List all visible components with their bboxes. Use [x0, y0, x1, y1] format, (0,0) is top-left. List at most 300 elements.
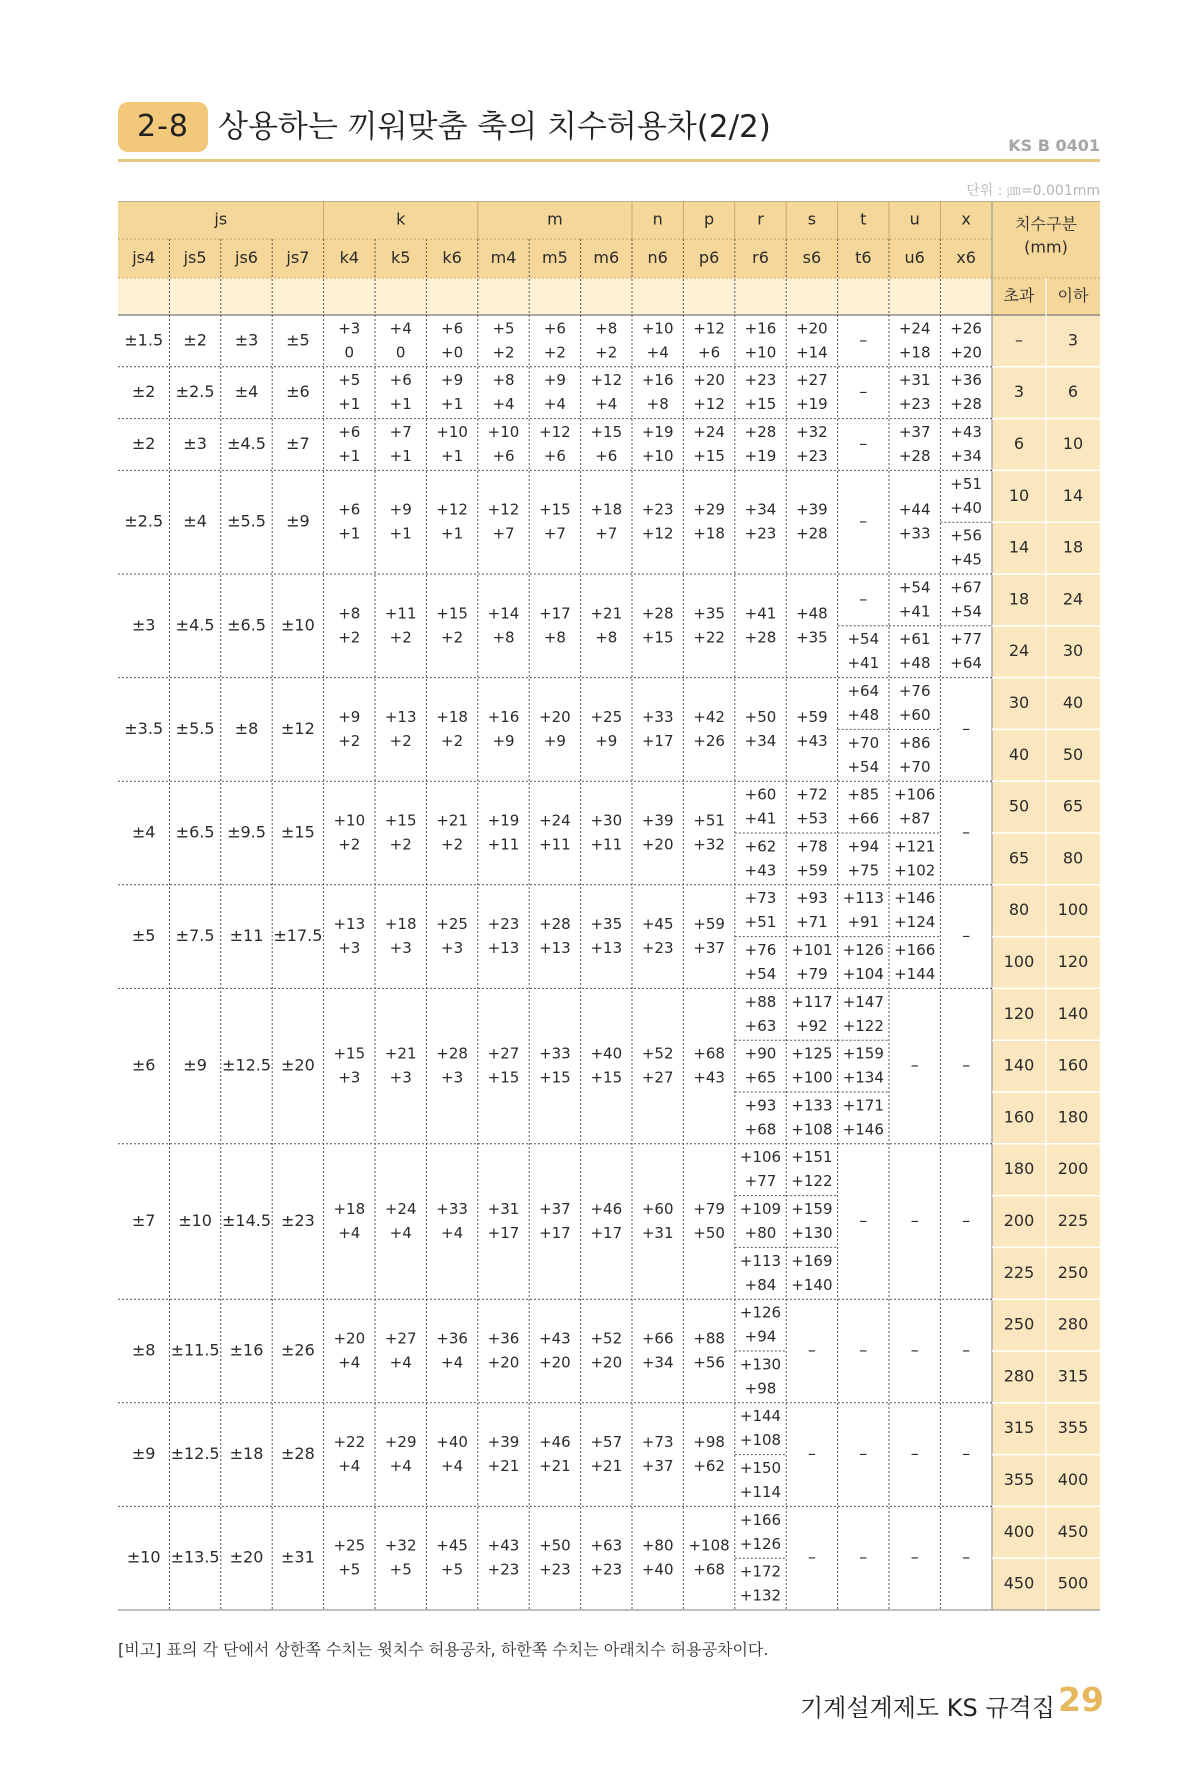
lower-deviation: +104	[842, 965, 884, 983]
size-over-value: –	[1015, 330, 1023, 350]
lower-deviation: +15	[693, 447, 725, 465]
upper-deviation: +72	[796, 785, 828, 804]
group-header: m	[547, 209, 563, 229]
lower-deviation: +28	[898, 447, 931, 465]
size-upto-value: 18	[1062, 537, 1084, 557]
upper-deviation: +52	[641, 1044, 674, 1063]
lower-deviation: +2	[389, 628, 412, 647]
page-title: 상용하는 끼워맞춤 축의 치수허용차(2/2)	[218, 109, 771, 145]
upper-deviation: +24	[693, 423, 725, 441]
group-header: u	[909, 209, 920, 229]
class-header: t6	[855, 248, 872, 267]
tolerance-value: –	[962, 1211, 971, 1230]
lower-deviation: +2	[338, 835, 361, 854]
lower-deviation: +2	[441, 628, 464, 647]
lower-deviation: +20	[641, 835, 674, 854]
lower-deviation: +1	[441, 524, 464, 543]
tolerance-value: ±3.5	[124, 718, 164, 738]
lower-deviation: +35	[796, 628, 828, 647]
upper-deviation: +70	[847, 733, 880, 752]
upper-deviation: +56	[950, 526, 982, 545]
lower-deviation: 0	[395, 343, 406, 362]
size-over-value: 160	[1003, 1107, 1035, 1127]
size-over-value: 200	[1003, 1211, 1035, 1230]
upper-deviation: +171	[842, 1096, 884, 1115]
upper-deviation: +36	[436, 1329, 468, 1348]
tolerance-value: ±7	[286, 434, 310, 453]
upper-deviation: +73	[641, 1433, 674, 1452]
upper-deviation: +35	[590, 915, 623, 934]
tolerance-value: ±11.5	[170, 1340, 220, 1360]
tolerance-value: ±7.5	[175, 926, 215, 946]
tolerance-value: –	[807, 1340, 816, 1360]
upper-deviation: +125	[791, 1044, 833, 1063]
size-over-value: 100	[1003, 952, 1035, 971]
upper-deviation: +15	[384, 811, 417, 830]
tolerance-value: –	[962, 1340, 971, 1360]
tolerance-value: ±9	[183, 1055, 207, 1075]
lower-deviation: 0	[344, 343, 355, 362]
lower-deviation: +0	[441, 343, 464, 362]
upper-deviation: +77	[950, 630, 982, 649]
size-upto-value: 6	[1067, 382, 1079, 402]
tolerance-value: ±15	[281, 822, 315, 842]
lower-deviation: +70	[898, 757, 931, 776]
tolerance-value: ±10	[281, 615, 315, 635]
lower-deviation: +4	[338, 1353, 361, 1372]
upto-header: 이하	[1057, 286, 1089, 305]
lower-deviation: +20	[950, 343, 982, 362]
tolerance-value: ±3	[234, 330, 259, 350]
lower-deviation: +4	[492, 395, 515, 414]
upper-deviation: +32	[384, 1536, 417, 1555]
upper-deviation: +159	[791, 1200, 833, 1218]
lower-deviation: +51	[744, 913, 777, 932]
upper-deviation: +46	[590, 1200, 623, 1218]
tolerance-value: –	[962, 718, 971, 738]
lower-deviation: +34	[641, 1353, 674, 1372]
lower-deviation: +37	[641, 1457, 674, 1476]
lower-deviation: +11	[590, 835, 623, 854]
lower-deviation: +23	[796, 447, 828, 465]
upper-deviation: +109	[739, 1200, 782, 1218]
lower-deviation: +122	[791, 1172, 833, 1191]
tolerance-value: ±8	[234, 718, 259, 738]
lower-deviation: +23	[898, 395, 931, 414]
lower-deviation: +6	[698, 343, 721, 362]
upper-deviation: +23	[641, 500, 674, 519]
tolerance-value: ±6.5	[227, 615, 266, 635]
lower-deviation: +41	[898, 602, 931, 621]
upper-deviation: +33	[641, 707, 674, 726]
lower-deviation: +43	[796, 731, 828, 750]
lower-deviation: +17	[539, 1224, 571, 1242]
lower-deviation: +23	[744, 524, 777, 543]
lower-deviation: +2	[441, 731, 464, 750]
lower-deviation: +108	[791, 1120, 833, 1139]
upper-deviation: +146	[894, 889, 936, 908]
upper-deviation: +9	[389, 500, 412, 519]
lower-deviation: +3	[441, 939, 464, 958]
lower-deviation: +79	[796, 965, 828, 983]
upper-deviation: +18	[436, 707, 468, 726]
group-header: x	[961, 209, 971, 229]
lower-deviation: +32	[693, 835, 725, 854]
upper-deviation: +21	[436, 811, 468, 830]
lower-deviation: +54	[744, 965, 777, 983]
lower-deviation: +15	[744, 395, 777, 414]
upper-deviation: +51	[950, 474, 982, 493]
tolerance-value: ±2.5	[175, 382, 215, 402]
lower-deviation: +3	[338, 939, 361, 958]
upper-deviation: +50	[539, 1536, 571, 1555]
tolerance-value: –	[859, 589, 868, 609]
size-over-value: 280	[1003, 1366, 1035, 1386]
upper-deviation: +60	[641, 1200, 674, 1218]
lower-deviation: +21	[590, 1457, 623, 1476]
lower-deviation: +6	[595, 447, 618, 465]
upper-deviation: +15	[436, 604, 468, 623]
table-note: [비고] 표의 각 단에서 상한쪽 수치는 윗치수 허용공차, 하한쪽 수치는 아래치수 허용공차이다.	[118, 1640, 769, 1659]
lower-deviation: +34	[744, 731, 777, 750]
lower-deviation: +4	[441, 1457, 464, 1476]
lower-deviation: +102	[894, 861, 936, 880]
lower-deviation: +15	[590, 1068, 623, 1087]
tolerance-value: ±20	[229, 1547, 264, 1567]
upper-deviation: +32	[796, 423, 828, 441]
lower-deviation: +48	[898, 654, 931, 673]
lower-deviation: +87	[898, 809, 931, 828]
lower-deviation: +41	[847, 654, 880, 673]
tolerance-value: ±12	[281, 718, 315, 738]
lower-deviation: +4	[389, 1457, 412, 1476]
header-rule	[118, 159, 1100, 162]
upper-deviation: +39	[641, 811, 674, 830]
lower-deviation: +2	[389, 731, 412, 750]
lower-deviation: +3	[441, 1068, 464, 1087]
lower-deviation: +19	[796, 395, 828, 414]
tolerance-value: ±5	[286, 330, 310, 350]
class-header: u6	[904, 248, 925, 267]
tolerance-value: ±7	[131, 1211, 156, 1230]
lower-deviation: +124	[894, 913, 936, 932]
upper-deviation: +40	[436, 1433, 468, 1452]
upper-deviation: +106	[739, 1148, 782, 1167]
lower-deviation: +20	[487, 1353, 520, 1372]
tolerance-value: ±2.5	[124, 511, 164, 531]
size-upto-value: 80	[1062, 848, 1084, 868]
size-upto-value: 450	[1057, 1521, 1089, 1541]
lower-deviation: +48	[847, 706, 880, 724]
upper-deviation: +166	[894, 941, 936, 959]
tolerance-value: ±1.5	[124, 330, 164, 350]
upper-deviation: +43	[487, 1536, 520, 1555]
upper-deviation: +121	[894, 837, 936, 856]
size-upto-value: 160	[1057, 1055, 1089, 1075]
lower-deviation: +7	[595, 524, 618, 543]
upper-deviation: +19	[487, 811, 520, 830]
upper-deviation: +51	[693, 811, 725, 830]
upper-deviation: +36	[950, 371, 982, 390]
lower-deviation: +11	[487, 835, 520, 854]
class-header: m5	[542, 248, 568, 267]
lower-deviation: +7	[543, 524, 566, 543]
upper-deviation: +90	[744, 1044, 777, 1063]
tolerance-value: ±28	[281, 1444, 315, 1464]
lower-deviation: +144	[894, 965, 936, 983]
upper-deviation: +79	[693, 1200, 725, 1218]
lower-deviation: +2	[595, 343, 618, 362]
lower-deviation: +27	[641, 1068, 674, 1087]
lower-deviation: +17	[590, 1224, 623, 1242]
tolerance-value: ±3	[183, 434, 207, 453]
upper-deviation: +113	[842, 889, 884, 908]
tolerance-value: –	[859, 382, 868, 402]
upper-deviation: +24	[898, 319, 931, 338]
upper-deviation: +106	[894, 785, 936, 804]
lower-deviation: +14	[796, 343, 828, 362]
lower-deviation: +1	[338, 524, 361, 543]
upper-deviation: +144	[739, 1407, 782, 1426]
size-over-value: 24	[1008, 641, 1030, 661]
tolerance-value: ±12.5	[170, 1444, 220, 1464]
lower-deviation: +8	[595, 628, 618, 647]
size-over-value: 120	[1003, 1003, 1035, 1023]
upper-deviation: +44	[898, 500, 931, 519]
lower-deviation: +75	[847, 861, 880, 880]
tolerance-value: ±16	[229, 1340, 264, 1360]
lower-deviation: +12	[693, 395, 725, 414]
group-header: p	[704, 209, 715, 229]
lower-deviation: +94	[744, 1327, 777, 1346]
lower-deviation: +21	[487, 1457, 520, 1476]
upper-deviation: +169	[791, 1251, 833, 1270]
upper-deviation: +45	[641, 915, 674, 934]
upper-deviation: +10	[333, 811, 366, 830]
tolerance-value: –	[962, 822, 971, 842]
upper-deviation: +133	[791, 1096, 833, 1115]
group-header: n	[652, 209, 663, 229]
tolerance-value: ±10	[178, 1211, 212, 1230]
group-header: k	[396, 209, 406, 229]
lower-deviation: +19	[744, 447, 777, 465]
upper-deviation: +126	[739, 1303, 782, 1322]
upper-deviation: +18	[384, 915, 417, 934]
tolerance-value: ±18	[229, 1444, 264, 1464]
upper-deviation: +28	[641, 604, 674, 623]
tolerance-value: ±6	[131, 1055, 156, 1075]
page-number: 29	[1058, 1680, 1104, 1719]
upper-deviation: +17	[539, 604, 571, 623]
lower-deviation: +28	[950, 395, 982, 414]
lower-deviation: +23	[487, 1560, 520, 1579]
page-header	[118, 96, 1100, 166]
group-header: js	[214, 209, 228, 229]
upper-deviation: +39	[796, 500, 828, 519]
size-upto-value: 65	[1062, 796, 1084, 816]
upper-deviation: +6	[543, 319, 566, 338]
tolerance-value: ±23	[281, 1211, 315, 1230]
size-upto-value: 30	[1062, 641, 1084, 661]
size-over-value: 315	[1003, 1418, 1035, 1438]
upper-deviation: +13	[333, 915, 366, 934]
upper-deviation: +33	[436, 1200, 468, 1218]
lower-deviation: +8	[646, 395, 669, 414]
upper-deviation: +93	[744, 1096, 777, 1115]
lower-deviation: +6	[492, 447, 515, 465]
tolerance-value: –	[910, 1444, 919, 1464]
size-over-value: 250	[1003, 1314, 1035, 1334]
class-header: x6	[956, 248, 976, 267]
lower-deviation: +1	[389, 395, 412, 414]
upper-deviation: +59	[796, 707, 828, 726]
size-over-value: 65	[1008, 848, 1030, 868]
lower-deviation: +3	[389, 1068, 412, 1087]
tolerance-value: ±12.5	[221, 1055, 272, 1075]
lower-deviation: +92	[796, 1016, 828, 1035]
upper-deviation: +57	[590, 1433, 623, 1452]
tolerance-value: ±17.5	[273, 926, 323, 946]
lower-deviation: +5	[441, 1560, 464, 1579]
upper-deviation: +14	[487, 604, 520, 623]
size-over-value: 180	[1003, 1159, 1035, 1179]
size-upto-value: 24	[1062, 589, 1084, 609]
upper-deviation: +4	[389, 319, 412, 338]
lower-deviation: +62	[693, 1457, 725, 1476]
tolerance-value: –	[962, 1444, 971, 1464]
upper-deviation: +6	[338, 500, 361, 519]
upper-deviation: +28	[744, 423, 777, 441]
lower-deviation: +10	[744, 343, 777, 362]
size-upto-value: 200	[1057, 1159, 1089, 1179]
lower-deviation: +91	[847, 913, 880, 932]
upper-deviation: +20	[693, 371, 725, 390]
lower-deviation: +4	[389, 1353, 412, 1372]
upper-deviation: +94	[847, 837, 880, 856]
upper-deviation: +10	[641, 319, 674, 338]
lower-deviation: +140	[791, 1275, 833, 1294]
size-over-value: 14	[1008, 537, 1030, 557]
upper-deviation: +39	[487, 1433, 520, 1452]
lower-deviation: +34	[950, 447, 982, 465]
upper-deviation: +27	[384, 1329, 417, 1348]
size-upto-value: 280	[1057, 1314, 1089, 1334]
upper-deviation: +3	[338, 319, 361, 338]
tolerance-value: ±2	[131, 382, 156, 402]
lower-deviation: +8	[492, 628, 515, 647]
size-upto-value: 500	[1057, 1573, 1089, 1593]
class-header: js6	[235, 248, 258, 267]
upper-deviation: +64	[847, 682, 880, 700]
lower-deviation: +15	[539, 1068, 571, 1087]
lower-deviation: +63	[744, 1016, 777, 1035]
lower-deviation: +28	[744, 628, 777, 647]
class-header: js7	[286, 248, 310, 267]
upper-deviation: +151	[791, 1148, 833, 1167]
lower-deviation: +26	[693, 731, 725, 750]
lower-deviation: +10	[641, 447, 674, 465]
tolerance-value: ±20	[281, 1055, 315, 1075]
upper-deviation: +24	[384, 1200, 417, 1218]
size-upto-value: 40	[1062, 693, 1084, 712]
upper-deviation: +25	[590, 707, 623, 726]
tolerance-value: –	[859, 1340, 868, 1360]
lower-deviation: +4	[338, 1224, 361, 1242]
upper-deviation: +12	[539, 423, 571, 441]
lower-deviation: +2	[543, 343, 566, 362]
tolerance-value: –	[859, 434, 868, 453]
upper-deviation: +59	[693, 915, 725, 934]
lower-deviation: +53	[796, 809, 828, 828]
lower-deviation: +4	[389, 1224, 412, 1242]
size-upto-value: 140	[1057, 1003, 1089, 1023]
upper-deviation: +42	[693, 707, 725, 726]
lower-deviation: +18	[693, 524, 725, 543]
tolerance-value: ±26	[281, 1340, 315, 1360]
upper-deviation: +12	[487, 500, 520, 519]
upper-deviation: +12	[590, 371, 623, 390]
upper-deviation: +60	[744, 785, 777, 804]
lower-deviation: +1	[441, 447, 464, 465]
tolerance-value: –	[910, 1211, 919, 1230]
tolerance-value: –	[910, 1547, 919, 1567]
upper-deviation: +11	[384, 604, 417, 623]
upper-deviation: +15	[590, 423, 623, 441]
lower-deviation: +132	[739, 1586, 782, 1605]
size-upto-value: 14	[1062, 485, 1084, 505]
upper-deviation: +67	[950, 578, 982, 597]
lower-deviation: +84	[744, 1275, 777, 1294]
tolerance-value: –	[962, 1547, 971, 1567]
upper-deviation: +10	[436, 423, 468, 441]
lower-deviation: +23	[641, 939, 674, 958]
lower-deviation: +4	[595, 395, 618, 414]
lower-deviation: +2	[389, 835, 412, 854]
class-header: m6	[593, 248, 620, 267]
upper-deviation: +113	[739, 1251, 782, 1270]
lower-deviation: +4	[646, 343, 669, 362]
lower-deviation: +80	[744, 1224, 777, 1242]
blank-band	[118, 278, 992, 315]
tolerance-value: –	[859, 511, 868, 531]
upper-deviation: +20	[796, 319, 828, 338]
tolerance-value: ±6	[286, 382, 310, 402]
upper-deviation: +101	[791, 941, 833, 959]
lower-deviation: +40	[641, 1560, 674, 1579]
upper-deviation: +78	[796, 837, 828, 856]
upper-deviation: +108	[688, 1536, 730, 1555]
upper-deviation: +43	[539, 1329, 571, 1348]
lower-deviation: +9	[492, 731, 515, 750]
tolerance-value: ±6.5	[175, 822, 215, 842]
lower-deviation: +1	[441, 395, 464, 414]
size-upto-value: 120	[1057, 952, 1089, 971]
lower-deviation: +54	[847, 757, 880, 776]
upper-deviation: +20	[539, 707, 571, 726]
lower-deviation: +20	[590, 1353, 623, 1372]
upper-deviation: +166	[739, 1510, 782, 1529]
upper-deviation: +5	[338, 371, 361, 390]
upper-deviation: +9	[338, 707, 361, 726]
lower-deviation: +23	[539, 1560, 571, 1579]
tolerance-value: ±10	[126, 1547, 161, 1567]
lower-deviation: +2	[338, 628, 361, 647]
size-over-value: 18	[1008, 589, 1030, 609]
lower-deviation: +11	[539, 835, 571, 854]
upper-deviation: +6	[441, 319, 464, 338]
lower-deviation: +17	[641, 731, 674, 750]
tolerance-value: –	[962, 926, 971, 946]
